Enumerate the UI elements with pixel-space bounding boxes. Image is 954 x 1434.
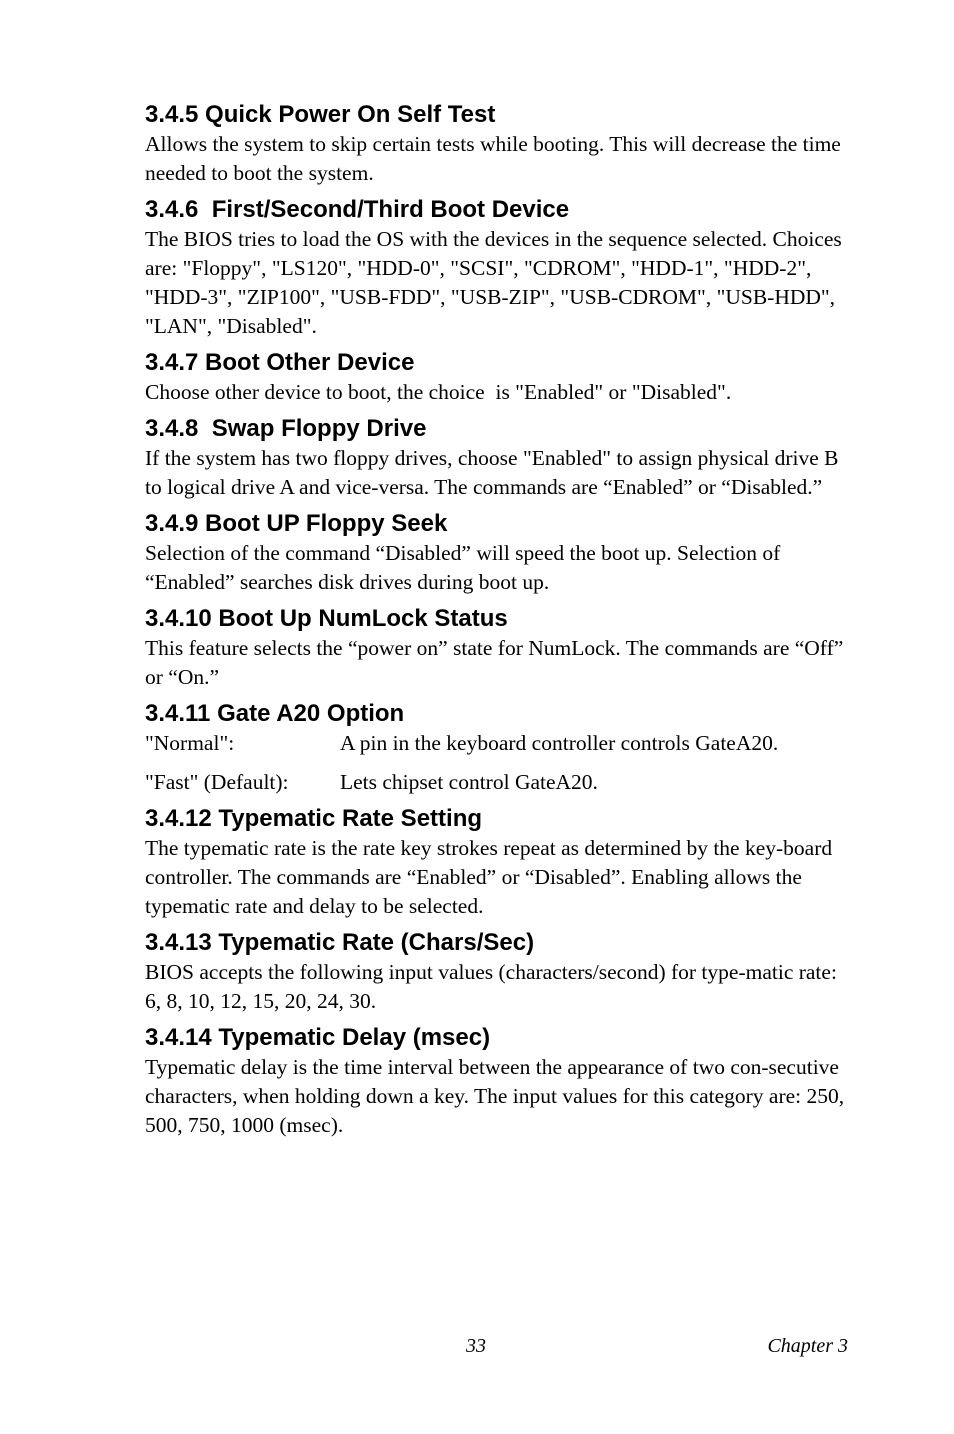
section-body: Choose other device to boot, the choice is "Enabled" or "Disabled". <box>145 380 732 404</box>
section-boot-other-device <box>145 348 857 407</box>
section-heading: 3.4.6 First/Second/Third Boot Device <box>145 196 570 223</box>
section-body: If the system has two floppy drives, choose "Enabled" to assign physical drive B to logical drive A and vice-versa. The commands are “Enabled” or “Disabled.” <box>145 446 839 499</box>
option-value: A pin in the keyboard controller controls GateA20. <box>340 731 779 755</box>
section-quick-power-on-self-test <box>145 100 857 188</box>
option-value: Lets chipset control GateA20. <box>340 770 598 794</box>
section-typematic-delay <box>145 1023 857 1140</box>
page-footer <box>0 1333 954 1359</box>
option-key: "Fast" (Default): <box>145 770 289 794</box>
section-typematic-rate-setting <box>145 804 857 921</box>
section-boot-up-floppy-seek <box>145 509 857 597</box>
option-row-fast <box>145 768 857 797</box>
page-number: 33 <box>466 1335 486 1357</box>
option-row-normal <box>145 729 857 758</box>
section-boot-device <box>145 195 857 341</box>
section-heading: 3.4.10 Boot Up NumLock Status <box>145 605 508 632</box>
section-heading: 3.4.9 Boot UP Floppy Seek <box>145 510 448 537</box>
section-body: Selection of the command “Disabled” will speed the boot up. Selection of “Enabled” searches disk drives during boot up. <box>145 541 781 594</box>
section-heading: 3.4.12 Typematic Rate Setting <box>145 805 483 832</box>
section-heading: 3.4.13 Typematic Rate (Chars/Sec) <box>145 929 535 956</box>
section-body: The BIOS tries to load the OS with the devices in the sequence selected. Choices are: "Floppy", "LS120", "HDD-0", "SCSI", "CDROM", "HDD-1", "HDD-2", "HDD-3", "ZIP100", "USB-FDD", "USB-ZIP", "USB-CDROM", "USB-HDD", "LAN", "Disabled". <box>145 227 842 338</box>
section-heading: 3.4.5 Quick Power On Self Test <box>145 101 496 128</box>
chapter-label: Chapter 3 <box>767 1335 848 1357</box>
section-boot-up-numlock-status <box>145 604 857 692</box>
section-heading: 3.4.11 Gate A20 Option <box>145 700 405 727</box>
section-body: The typematic rate is the rate key strokes repeat as determined by the key-board controller. The commands are “Enabled” or “Disabled”. Enabling allows the typematic rate and delay to be selected. <box>145 836 833 918</box>
section-body: This feature selects the “power on” state for NumLock. The commands are “Off” or “On.” <box>145 636 844 689</box>
section-heading: 3.4.14 Typematic Delay (msec) <box>145 1024 491 1051</box>
section-heading: 3.4.7 Boot Other Device <box>145 349 415 376</box>
section-gate-a20-option <box>145 699 857 797</box>
section-typematic-rate <box>145 928 857 1016</box>
section-heading: 3.4.8 Swap Floppy Drive <box>145 415 427 442</box>
section-body: Allows the system to skip certain tests while booting. This will decrease the time needed to boot the system. <box>145 132 841 185</box>
section-body: Typematic delay is the time interval between the appearance of two con-secutive characters, when holding down a key. The input values for this category are: 250, 500, 750, 1000 (msec). <box>145 1055 845 1137</box>
section-swap-floppy-drive <box>145 414 857 502</box>
page-content <box>145 100 857 1147</box>
section-body: BIOS accepts the following input values (characters/second) for type-matic rate: 6, 8, 10, 12, 15, 20, 24, 30. <box>145 960 837 1013</box>
option-key: "Normal": <box>145 731 235 755</box>
